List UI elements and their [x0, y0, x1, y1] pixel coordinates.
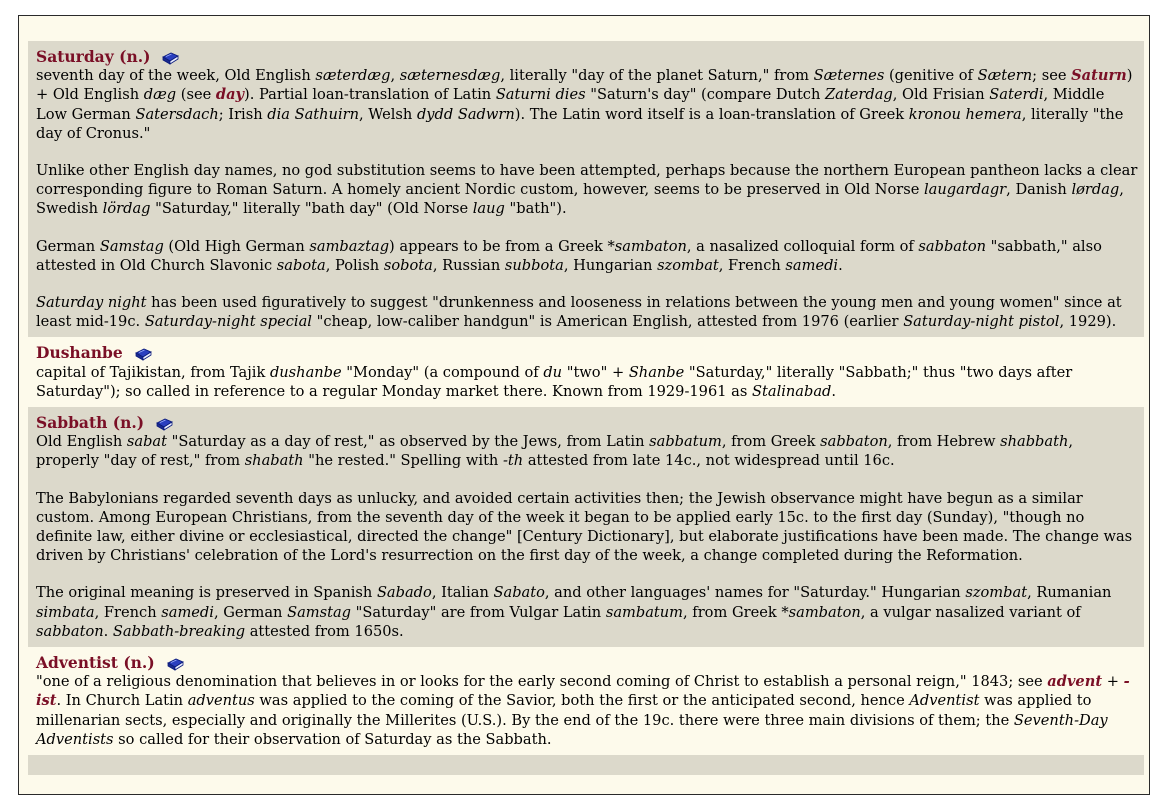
text-run: , a nasalized colloquial form of: [686, 237, 919, 255]
text-run: capital of Tajikistan, from Tajik: [36, 363, 270, 381]
italic-term: sobota: [383, 256, 433, 274]
cross-reference-link[interactable]: -ist: [36, 673, 1130, 710]
italic-term: Seventh-Day Adventists: [36, 711, 1108, 748]
entry-paragraph: [36, 66, 1138, 143]
text-run: "sabbath," also attested in Old Church Slavonic: [36, 237, 1102, 274]
italic-term: adventus: [187, 692, 255, 710]
italic-term: dydd Sadwrn: [416, 105, 515, 123]
text-run: "Saturn's day" (compare Dutch: [585, 86, 826, 104]
text-run: "cheap, low-caliber handgun" is American English, attested from 1976 (earlier: [311, 313, 904, 331]
text-run: "one of a religious denomination that believes in or looks for the early second coming of Christ to establish a personal reign," 1843; see: [36, 673, 1048, 691]
text-run: , Italian: [431, 584, 494, 602]
text-run: so called for their observation of Saturday as the Sabbath.: [113, 730, 552, 748]
text-run: .: [103, 622, 113, 640]
italic-term: lørdag: [1071, 181, 1120, 199]
text-run: , literally "day of the planet Saturn," from: [500, 67, 814, 85]
italic-term: Shanbe: [628, 363, 685, 381]
text-run: ). The Latin word itself is a loan-translation of Greek: [514, 105, 909, 123]
italic-term: simbata: [36, 603, 95, 621]
entry-sabbath: [28, 407, 1144, 647]
text-run: (Old High German: [163, 237, 310, 255]
italic-term: sambaztag: [309, 237, 390, 255]
cross-reference-link[interactable]: Saturn: [1071, 67, 1127, 85]
italic-term: lördag: [102, 200, 151, 218]
headword-link[interactable]: Saturday (n.): [36, 47, 151, 66]
text-run: The original meaning is preserved in Spanish: [36, 584, 377, 602]
headword-link[interactable]: Adventist (n.): [36, 653, 155, 673]
entry-paragraph: [36, 583, 1138, 641]
book-icon[interactable]: [167, 656, 184, 675]
text-run: , Swedish: [36, 181, 1124, 218]
book-icon[interactable]: [135, 346, 152, 365]
text-run: was applied to millenarian sects, especially and originally the Millerites (U.S.). By the end of the 19c. there were three main divisions of them; the: [36, 692, 1092, 729]
italic-term: Saturday-night pistol: [903, 313, 1060, 331]
italic-term: Samstag: [99, 237, 164, 255]
italic-term: sabbaton: [820, 433, 888, 451]
headword-link[interactable]: Sabbath (n.): [36, 413, 145, 433]
entry-saturday: [28, 41, 1144, 337]
italic-term: Samstag: [287, 603, 352, 621]
entry-paragraph: [36, 161, 1138, 219]
text-run: , French: [718, 256, 786, 274]
italic-term: Sabbath-breaking: [112, 622, 246, 640]
italic-term: laugardagr: [924, 181, 1007, 199]
italic-term: dæg: [143, 86, 177, 104]
text-run: , German: [213, 603, 288, 621]
italic-term: *sambaton: [607, 237, 687, 255]
text-run: (genitive of: [884, 67, 978, 85]
text-run: , from Greek: [683, 603, 782, 621]
text-run: ) appears to be from a Greek: [389, 237, 608, 255]
italic-term: sabbaton: [918, 237, 987, 255]
italic-term: szombat: [657, 256, 719, 274]
text-run: . In Church Latin: [56, 692, 188, 710]
entry-paragraph: [36, 293, 1138, 331]
text-run: , and other languages' names for "Saturday." Hungarian: [544, 584, 966, 602]
italic-term: Saturday-night special: [144, 313, 312, 331]
entry-paragraph: [36, 363, 1138, 401]
italic-term: Adventist: [909, 692, 980, 710]
text-run: , Welsh: [359, 105, 417, 123]
text-run: Unlike other English day names, no god substitution seems to have been attempted, perhaps because the northern European pantheon lacks a clear corresponding figure to Roman Saturn. A homely ancient Nordic custom, however, seems to be preserved in Old Norse: [36, 162, 1138, 199]
text-run: , from Hebrew: [887, 433, 1001, 451]
cross-reference-link[interactable]: advent: [1047, 673, 1103, 691]
book-icon[interactable]: [162, 50, 179, 69]
italic-term: sabbaton: [36, 622, 104, 640]
text-run: has been used figuratively to suggest "drunkenness and looseness in relations between the young men and young women" since at least mid-19c.: [36, 294, 1122, 331]
italic-term: sæterdæg: [315, 67, 391, 85]
italic-term: sæternesdæg: [399, 67, 501, 85]
book-icon[interactable]: [156, 416, 173, 435]
italic-term: Zaterdag: [825, 86, 893, 104]
headword-link[interactable]: Dushanbe: [36, 343, 123, 363]
italic-term: Sabato: [493, 584, 545, 602]
text-run: , Rumanian: [1027, 584, 1112, 602]
italic-term: laug: [472, 200, 505, 218]
entry-paragraph: [36, 432, 1138, 470]
italic-term: shabbath: [1000, 433, 1069, 451]
text-run: , Old Frisian: [892, 86, 990, 104]
text-run: The Babylonians regarded seventh days as unlucky, and avoided certain activities then; the Jewish observance might have begun as a similar custom. Among European Christians, from the seventh day of the week it began to be applied early 15c. to the first day (Sunday), "though no definite law, either divine or ecclesiastical, directed the change" [Century Dictionary], but elaborate justifications have been made. The change was driven by Christians' celebration of the Lord's resurrection on the first day of the week, a change completed during the Reformation.: [36, 489, 1133, 565]
text-run: "Saturday as a day of rest," as observed by the Jews, from Latin: [166, 433, 650, 451]
italic-term: du: [543, 363, 563, 381]
text-run: , a vulgar nasalized variant of: [860, 603, 1081, 621]
italic-term: Saturday night: [36, 294, 147, 312]
text-run: "Saturday," literally "Sabbath;" thus "two days after Saturday"); so called in reference to a regular Monday market there. Known from 1929-1961 as: [36, 363, 1073, 400]
italic-term: Saterdi: [989, 86, 1044, 104]
italic-term: Satersdach: [135, 105, 219, 123]
italic-term: Stalinabad: [752, 382, 832, 400]
text-run: , Middle Low German: [36, 86, 1105, 123]
entry-dushanbe: [28, 337, 1144, 407]
content-frame: [18, 15, 1150, 795]
text-run: "he rested." Spelling with: [303, 452, 503, 470]
italic-term: subbota: [504, 256, 564, 274]
entry-list: [28, 41, 1144, 775]
italic-term: Saturni dies: [495, 86, 586, 104]
italic-term: samedi: [161, 603, 214, 621]
text-run: ; see: [1032, 67, 1072, 85]
italic-term: sabat: [126, 433, 167, 451]
italic-term: Sæternes: [813, 67, 885, 85]
text-run: "bath").: [504, 200, 567, 218]
text-run: ). Partial loan-translation of Latin: [244, 86, 496, 104]
text-run: , literally "the day of Cronus.": [36, 105, 1124, 142]
italic-term: Sabado: [376, 584, 432, 602]
italic-term: sambatum: [605, 603, 684, 621]
italic-term: Sætern: [977, 67, 1033, 85]
entry-paragraph: [36, 672, 1138, 749]
text-run: "Saturday," literally "bath day" (Old Norse: [150, 200, 473, 218]
italic-term: -th: [502, 452, 524, 470]
text-run: , Polish: [325, 256, 384, 274]
text-run: "Saturday" are from Vulgar Latin: [351, 603, 606, 621]
italic-term: shabath: [244, 452, 304, 470]
text-run: Old English: [36, 433, 127, 451]
text-run: was applied to the coming of the Savior, both the first or the anticipated second, hence: [254, 692, 910, 710]
italic-term: sabota: [276, 256, 326, 274]
text-run: , Danish: [1006, 181, 1072, 199]
entry-paragraph: [36, 237, 1138, 275]
text-run: , properly "day of rest," from: [36, 433, 1074, 470]
italic-term: *sambaton: [781, 603, 861, 621]
italic-term: sabbatum: [649, 433, 722, 451]
text-run: , 1929).: [1059, 313, 1117, 331]
cross-reference-link[interactable]: day: [215, 86, 245, 104]
text-run: attested from 1650s.: [245, 622, 404, 640]
text-run: , French: [94, 603, 162, 621]
entry-paragraph: [36, 489, 1138, 566]
text-run: , Hungarian: [563, 256, 658, 274]
italic-term: kronou hemera: [908, 105, 1022, 123]
text-run: "Monday" (a compound of: [341, 363, 544, 381]
text-run: .: [831, 382, 837, 400]
text-run: ; Irish: [218, 105, 268, 123]
italic-term: szombat: [965, 584, 1028, 602]
text-run: .: [838, 256, 843, 274]
text-run: seventh day of the week, Old English: [36, 67, 316, 85]
text-run: ) + Old English: [36, 67, 1133, 104]
italic-term: samedi: [785, 256, 839, 274]
italic-term: dushanbe: [269, 363, 342, 381]
entry-adventist: [28, 647, 1144, 755]
entry-next-partial: [28, 755, 1144, 775]
text-run: "two" +: [562, 363, 629, 381]
text-run: +: [1102, 673, 1124, 691]
text-run: (see: [176, 86, 216, 104]
text-run: ,: [390, 67, 400, 85]
text-run: , Russian: [432, 256, 505, 274]
text-run: , from Greek: [721, 433, 821, 451]
text-run: German: [36, 237, 100, 255]
italic-term: dia Sathuirn: [267, 105, 360, 123]
text-run: attested from late 14c., not widespread until 16c.: [523, 452, 895, 470]
